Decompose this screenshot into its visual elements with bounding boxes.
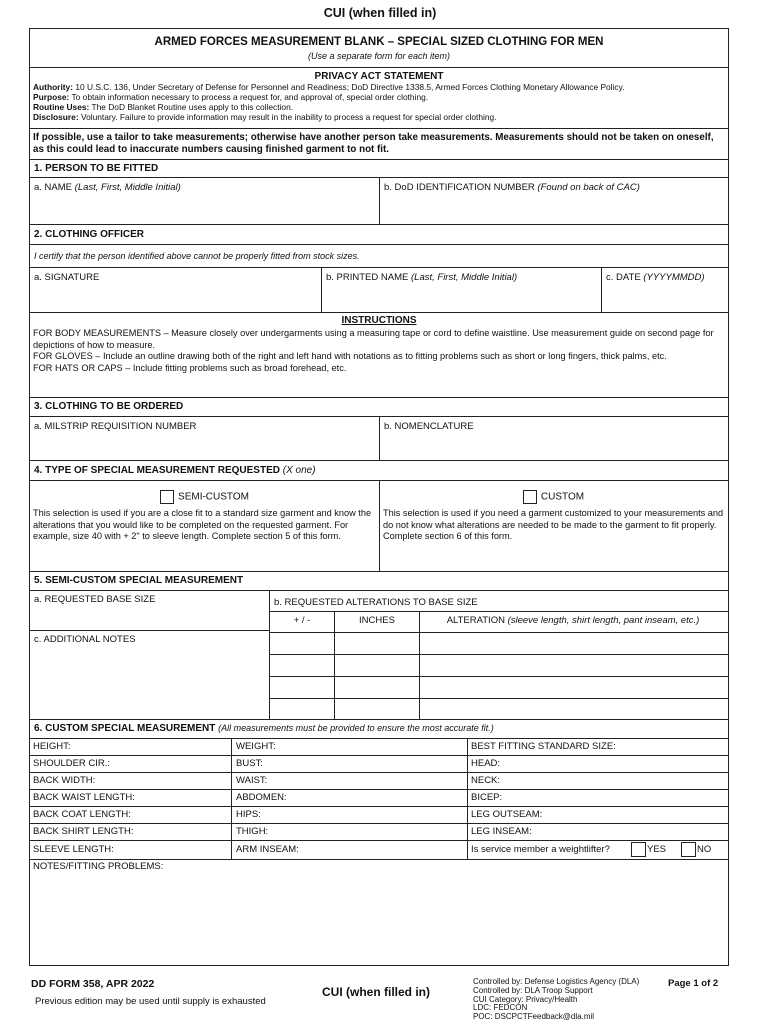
cui-controls-block: Controlled by: Defense Logistics Agency (DLA) Controlled by: DLA Troop Support CUI Category: Privacy/Health LDC: FEDCON POC: DSCPCTFeedback@dla.mil bbox=[473, 977, 640, 1022]
section-3-heading: 3. CLOTHING TO BE ORDERED bbox=[30, 397, 728, 416]
measure-label[interactable]: SLEEVE LENGTH: bbox=[33, 844, 114, 855]
privacy-disclosure: Disclosure: Voluntary. Failure to provide information may result in the inability to process a request for special order clothing. bbox=[33, 112, 497, 122]
section-1-fields bbox=[30, 177, 728, 224]
semi-custom-label: SEMI-CUSTOM bbox=[178, 491, 249, 503]
measure-label[interactable]: WEIGHT: bbox=[236, 741, 276, 752]
section-2-fields bbox=[30, 267, 728, 312]
base-size-field[interactable]: a. REQUESTED BASE SIZE bbox=[34, 594, 156, 605]
measure-label[interactable]: THIGH: bbox=[236, 826, 269, 837]
alteration-row-1[interactable] bbox=[269, 654, 728, 655]
measure-label[interactable]: HIPS: bbox=[236, 809, 261, 820]
notes-fitting-problems-field[interactable] bbox=[30, 859, 728, 966]
section-5-body bbox=[30, 590, 728, 719]
measure-label[interactable]: BACK SHIRT LENGTH: bbox=[33, 826, 134, 837]
measure-label[interactable]: BACK WIDTH: bbox=[33, 775, 96, 786]
alterations-label: b. REQUESTED ALTERATIONS TO BASE SIZE bbox=[274, 597, 478, 608]
measurement-form bbox=[29, 28, 729, 966]
custom-checkbox[interactable] bbox=[523, 490, 537, 504]
privacy-act-section bbox=[30, 67, 728, 128]
notes-fitting-label: NOTES/FITTING PROBLEMS: bbox=[33, 861, 164, 872]
measure-label[interactable]: BACK COAT LENGTH: bbox=[33, 809, 131, 820]
semi-custom-description: This selection is used if you are a close fit to a standard size garment and know the alterations that you would like to be completed on the requested garment. For example, size 40 with + 2" to sleeve length. Complete section 5 of this form. bbox=[33, 508, 372, 541]
measure-label[interactable]: SHOULDER CIR.: bbox=[33, 758, 111, 769]
instructions-heading: INSTRUCTIONS bbox=[341, 315, 417, 326]
additional-notes-field[interactable]: c. ADDITIONAL NOTES bbox=[34, 634, 136, 645]
measure-label[interactable]: LEG INSEAM: bbox=[471, 826, 532, 837]
privacy-purpose: Purpose: To obtain information necessary to process a request for, and approval of, special order clothing. bbox=[33, 92, 429, 102]
section-2-heading: 2. CLOTHING OFFICER bbox=[30, 224, 728, 244]
measure-label[interactable]: BICEP: bbox=[471, 792, 503, 803]
tailor-note: If possible, use a tailor to take measurements; otherwise have another person take measurements. Measurements should not be taken on oneself, as this could lead to inaccurate numbers causing finished garment to not fit. bbox=[30, 128, 728, 159]
measure-label[interactable]: WAIST: bbox=[236, 775, 268, 786]
custom-label: CUSTOM bbox=[540, 491, 585, 503]
instructions-hats: FOR HATS OR CAPS – Include fitting problems such as broad forehead, etc. bbox=[33, 362, 347, 373]
measure-label[interactable]: ABDOMEN: bbox=[236, 792, 287, 803]
weightlifter-question: Is service member a weightlifter? bbox=[471, 844, 610, 855]
cui-marking-top: CUI (when filled in) bbox=[323, 6, 437, 20]
milstrip-field[interactable]: a. MILSTRIP REQUISITION NUMBER bbox=[34, 421, 197, 432]
measure-label[interactable]: HEAD: bbox=[471, 758, 501, 769]
cui-marking-bottom: CUI (when filled in) bbox=[322, 985, 430, 999]
measure-row bbox=[30, 738, 728, 755]
measure-row bbox=[30, 755, 728, 772]
instructions-body: FOR BODY MEASUREMENTS – Measure closely over undergarments using a measuring tape or cord to define waistline. Use measurement guide on second page for depictions of how to measure. bbox=[33, 328, 714, 350]
certify-row: I certify that the person identified above cannot be properly fitted from stock sizes. bbox=[30, 244, 728, 267]
measure-row bbox=[30, 806, 728, 823]
nomenclature-field[interactable]: b. NOMENCLATURE bbox=[384, 421, 474, 432]
measure-label[interactable]: ARM INSEAM: bbox=[236, 844, 299, 855]
privacy-heading: PRIVACY ACT STATEMENT bbox=[314, 71, 444, 82]
name-field[interactable]: a. NAME (Last, First, Middle Initial) bbox=[34, 182, 181, 193]
dod-id-field[interactable]: b. DoD IDENTIFICATION NUMBER (Found on back of CAC) bbox=[384, 182, 640, 193]
measure-row bbox=[30, 772, 728, 789]
measure-label[interactable]: HEIGHT: bbox=[33, 741, 71, 752]
measure-label[interactable]: BEST FITTING STANDARD SIZE: bbox=[471, 741, 616, 752]
alteration-row-3[interactable] bbox=[269, 698, 728, 699]
page-number: Page 1 of 2 bbox=[668, 978, 719, 989]
section-1-heading: 1. PERSON TO BE FITTED bbox=[30, 159, 728, 177]
privacy-routine-uses: Routine Uses: The DoD Blanket Routine uses apply to this collection. bbox=[33, 102, 294, 112]
date-field[interactable]: c. DATE (YYYYMMDD) bbox=[606, 272, 705, 283]
weightlifter-no-label: NO bbox=[697, 844, 712, 855]
section-4-heading: 4. TYPE OF SPECIAL MEASUREMENT REQUESTED (X one) bbox=[30, 460, 728, 480]
measure-label[interactable]: BACK WAIST LENGTH: bbox=[33, 792, 135, 803]
measure-row bbox=[30, 840, 728, 859]
weightlifter-yes-label: YES bbox=[647, 844, 667, 855]
form-subtitle: (Use a separate form for each item) bbox=[307, 51, 451, 61]
measure-label[interactable]: LEG OUTSEAM: bbox=[471, 809, 543, 820]
col-alteration: ALTERATION (sleeve length, shirt length, pant inseam, etc.) bbox=[446, 615, 700, 626]
weightlifter-no-checkbox[interactable] bbox=[681, 842, 696, 857]
instructions-gloves: FOR GLOVES – Include an outline drawing both of the right and left hand with notations as to fitting problems such as short or long fingers, thick palms, etc. bbox=[33, 351, 667, 361]
alteration-row-2[interactable] bbox=[269, 676, 728, 677]
weightlifter-yes-checkbox[interactable] bbox=[631, 842, 646, 857]
privacy-authority: Authority: 10 U.S.C. 136, Under Secretary of Defense for Personnel and Readiness; DoD Directive 1338.5, Armed Forces Clothing Monetary Allowance Policy. bbox=[33, 82, 625, 92]
measure-row bbox=[30, 789, 728, 806]
custom-description: This selection is used if you need a garment customized to your measurements and do not know what alterations are needed to be made to the garment to fit properly. Complete section 6 of this form. bbox=[383, 508, 724, 541]
section-4-options bbox=[30, 480, 728, 571]
measure-label[interactable]: BUST: bbox=[236, 758, 263, 769]
semi-custom-option bbox=[30, 481, 379, 571]
printed-name-field[interactable]: b. PRINTED NAME (Last, First, Middle Initial) bbox=[326, 272, 518, 283]
custom-option bbox=[380, 481, 727, 571]
section-3-fields bbox=[30, 416, 728, 460]
measure-label[interactable]: NECK: bbox=[471, 775, 501, 786]
col-inches: INCHES bbox=[359, 615, 395, 626]
form-id: DD FORM 358, APR 2022 bbox=[31, 978, 155, 990]
signature-field[interactable]: a. SIGNATURE bbox=[34, 272, 100, 283]
semi-custom-checkbox[interactable] bbox=[160, 490, 174, 504]
section-6-heading: 6. CUSTOM SPECIAL MEASUREMENT (All measurements must be provided to ensure the most accurate fit.) bbox=[30, 719, 728, 738]
instructions-section bbox=[30, 312, 728, 397]
measure-row bbox=[30, 823, 728, 840]
section-5-heading: 5. SEMI-CUSTOM SPECIAL MEASUREMENT bbox=[30, 571, 728, 590]
previous-edition-note: Previous edition may be used until supply is exhausted bbox=[35, 996, 266, 1007]
form-title: ARMED FORCES MEASUREMENT BLANK – SPECIAL SIZED CLOTHING FOR MEN bbox=[154, 36, 604, 48]
col-plus-minus: + / - bbox=[293, 615, 311, 626]
